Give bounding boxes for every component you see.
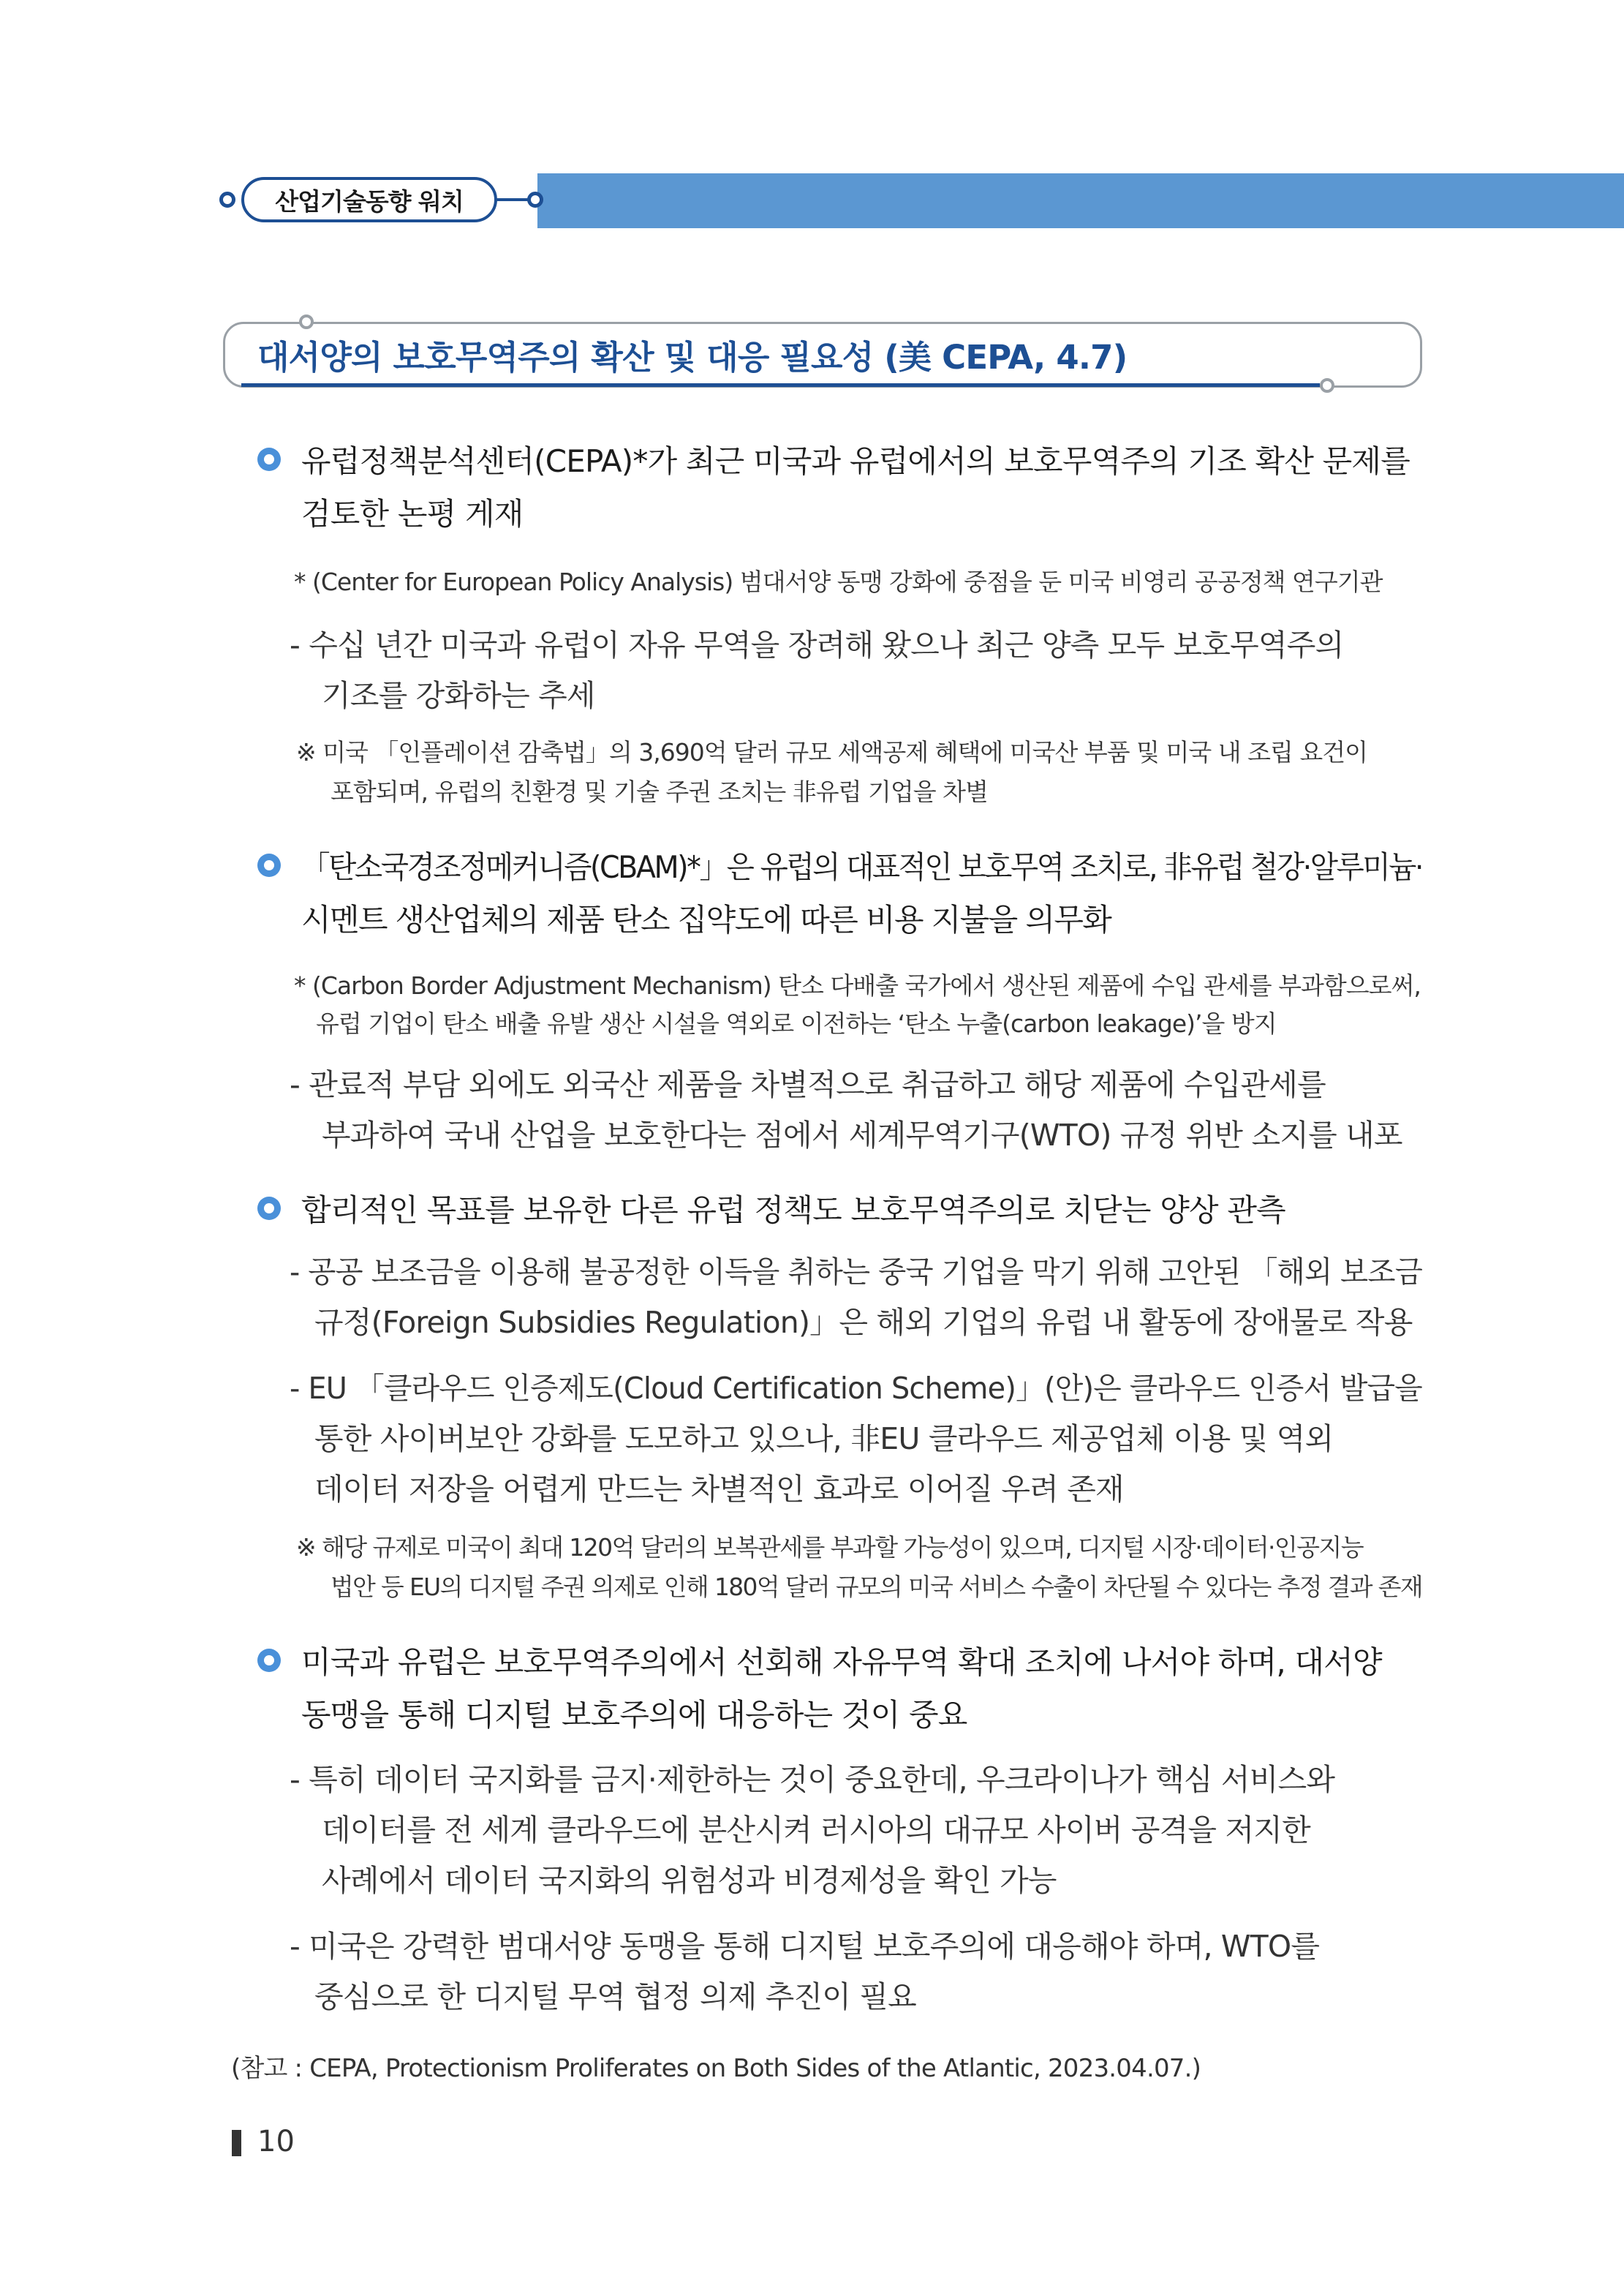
section-3-sub1-line-1: - 공공 보조금을 이용해 불공정한 이득을 취하는 중국 기업을 막기 위해 고안된 「해외 보조금 [290,1254,1423,1290]
section-3-remark-line-2: 법안 등 EU의 디지털 주권 의제로 인해 180억 달러 규모의 미국 서비스 수출이 차단될 수 있다는 추정 결과 존재 [331,1573,1422,1601]
title-top-dot [299,315,314,329]
section-2-sub-line-2: 부과하여 국내 산업을 보호한다는 점에서 세계무역기구(WTO) 규정 위반 소지를 내포 [322,1118,1402,1153]
title-bottom-dot [1320,378,1334,393]
header-label: 산업기술동향 워치 [275,187,464,216]
section-2-line-2: 시멘트 생산업체의 제품 탄소 집약도에 따른 비용 지불을 의무화 [301,902,1111,938]
header-right-dot [527,192,543,208]
section-3-remark-line-1: ※ 해당 규제로 미국이 최대 120억 달러의 보복관세를 부과할 가능성이 있으며, 디지털 시장·데이터·인공지능 [296,1533,1363,1562]
section-4-sub1-line-2: 데이터를 전 세계 클라우드에 분산시켜 러시아의 대규모 사이버 공격을 저지한 [322,1812,1310,1848]
section-2-line-1: 「탄소국경조정메커니즘(CBAM)*」은 유럽의 대표적인 보호무역 조치로, 非유럽 철강·알루미늄· [301,849,1423,885]
header-label-pill [241,177,497,222]
bullet-icon [257,854,281,877]
section-1-line-1: 유럽정책분석센터(CEPA)*가 최근 미국과 유럽에서의 보호무역주의 기조 확산 문제를 [301,443,1410,479]
section-4-sub1-line-1: - 특히 데이터 국지화를 금지·제한하는 것이 중요한데, 우크라이나가 핵심 서비스와 [290,1762,1335,1797]
bullet-icon [257,448,281,471]
section-3-line-1: 합리적인 목표를 보유한 다른 유럽 정책도 보호무역주의로 치닫는 양상 관측 [301,1192,1285,1228]
page-number: 10 [257,2125,295,2158]
section-2-note-line-1: * (Carbon Border Adjustment Mechanism) 탄소 다배출 국가에서 생산된 제품에 수입 관세를 부과함으로써, [294,971,1421,1000]
header-connector-line [494,198,531,201]
section-2-note-line-2: 유럽 기업이 탄소 배출 유발 생산 시설을 역외로 이전하는 ‘탄소 누출(carbon leakage)’을 방지 [316,1009,1277,1038]
header-bar [537,173,1624,228]
section-4-sub1-line-3: 사례에서 데이터 국지화의 위험성과 비경제성을 확인 가능 [322,1863,1057,1898]
header-left-dot [219,192,235,208]
bullet-icon [257,1197,281,1220]
section-3-sub1-line-2: 규정(Foreign Subsidies Regulation)」은 해외 기업의 유럽 내 활동에 장애물로 작용 [314,1305,1413,1340]
section-2-sub-line-1: - 관료적 부담 외에도 외국산 제품을 차별적으로 취급하고 해당 제품에 수입관세를 [290,1067,1326,1102]
section-1-sub-line-1: - 수십 년간 미국과 유럽이 자유 무역을 장려해 왔으나 최근 양측 모두 보호무역주의 [290,628,1344,663]
section-3-sub2-line-3: 데이터 저장을 어렵게 만드는 차별적인 효과로 이어질 우려 존재 [314,1472,1124,1507]
section-4-line-2: 동맹을 통해 디지털 보호주의에 대응하는 것이 중요 [301,1697,967,1733]
section-1-note: * (Center for European Policy Analysis) 범대서양 동맹 강화에 중점을 둔 미국 비영리 공공정책 연구기관 [294,568,1383,596]
bullet-icon [257,1649,281,1672]
section-1-remark-line-2: 포함되며, 유럽의 친환경 및 기술 주권 조치는 非유럽 기업을 차별 [331,778,988,806]
section-4-line-1: 미국과 유럽은 보호무역주의에서 선회해 자유무역 확대 조치에 나서야 하며, 대서양 [301,1644,1382,1680]
section-1-sub-line-2: 기조를 강화하는 추세 [322,678,595,713]
section-4-sub2-line-1: - 미국은 강력한 범대서양 동맹을 통해 디지털 보호주의에 대응해야 하며, WTO를 [290,1929,1320,1964]
section-4-sub2-line-2: 중심으로 한 디지털 무역 협정 의제 추진이 필요 [314,1979,916,2014]
page-title: 대서양의 보호무역주의 확산 및 대응 필요성 (美 CEPA, 4.7) [257,338,1128,377]
section-3-sub2-line-2: 통한 사이버보안 강화를 도모하고 있으나, 非EU 클라우드 제공업체 이용 및 역외 [314,1421,1334,1456]
reference: (참고 : CEPA, Protectionism Proliferates on Both Sides of the Atlantic, 2023.04.07.) [231,2054,1201,2083]
section-1-remark-line-1: ※ 미국 「인플레이션 감축법」의 3,690억 달러 규모 세액공제 혜택에 미국산 부품 및 미국 내 조립 요건이 [296,738,1367,767]
section-1-line-2: 검토한 논평 게재 [301,496,524,532]
title-underline [241,383,1320,387]
page-number-mark [232,2130,241,2156]
section-3-sub2-line-1: - EU 「클라우드 인증제도(Cloud Certification Scheme)」(안)은 클라우드 인증서 발급을 [290,1371,1422,1406]
